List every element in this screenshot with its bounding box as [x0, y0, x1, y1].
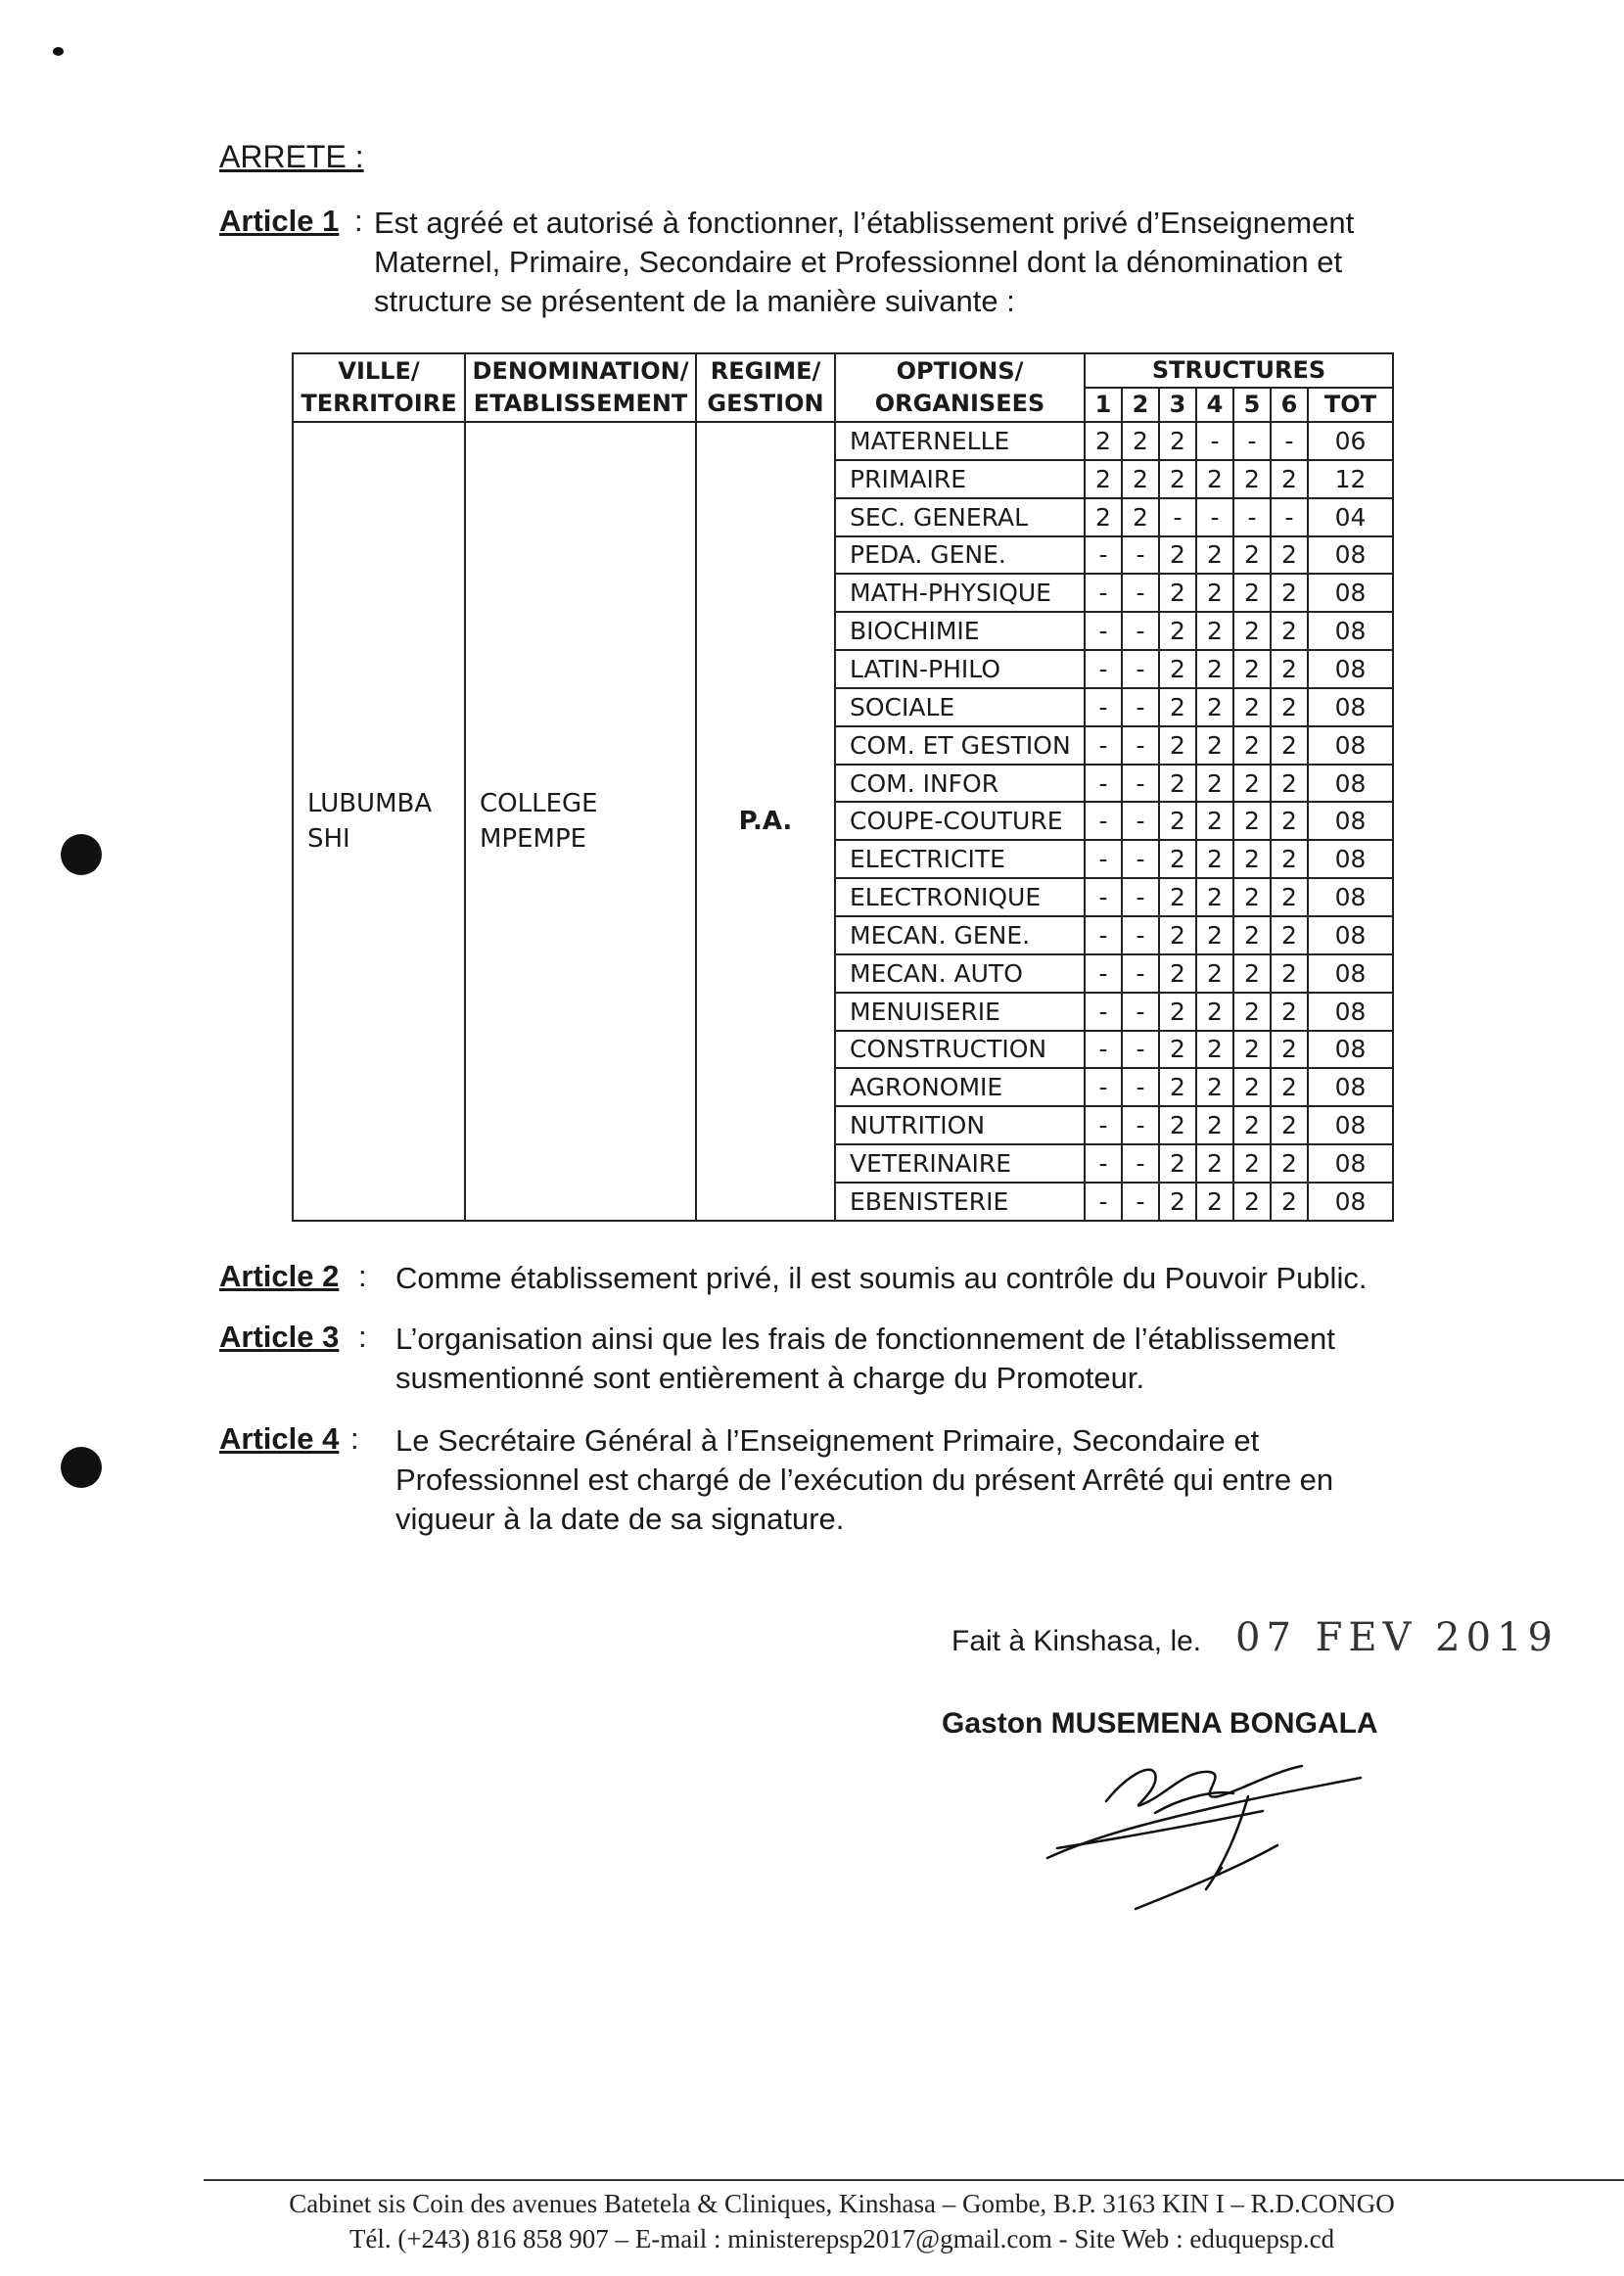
- structure-cell: 2: [1085, 460, 1122, 498]
- denomination-cell: [465, 422, 696, 1221]
- structure-cell: 2: [1196, 460, 1233, 498]
- structure-cell: 2: [1233, 1144, 1271, 1183]
- article-4-line: Professionnel est chargé de l’exécution du présent Arrêté qui entre en: [395, 1463, 1334, 1497]
- structure-cell: 2: [1196, 954, 1233, 993]
- header-col-1: 1: [1085, 388, 1122, 422]
- structure-cell: 2: [1271, 536, 1308, 575]
- option-cell: COUPE-COUTURE: [835, 802, 1085, 840]
- signatory-name: Gaston MUSEMENA BONGALA: [942, 1707, 1378, 1740]
- structure-cell: -: [1085, 878, 1122, 916]
- structure-cell: -: [1271, 422, 1308, 460]
- header-denomination: DENOMINATION/ ETABLISSEMENT: [465, 353, 696, 422]
- structure-cell: 2: [1159, 1106, 1196, 1144]
- structure-cell: -: [1122, 878, 1159, 916]
- structure-cell: 2: [1233, 878, 1271, 916]
- structure-cell: 2: [1233, 460, 1271, 498]
- structure-cell: 2: [1159, 460, 1196, 498]
- regime-cell: P.A.: [696, 422, 835, 1221]
- structure-cell: 2: [1159, 765, 1196, 803]
- total-cell: 06: [1308, 422, 1393, 460]
- option-cell: MENUISERIE: [835, 993, 1085, 1031]
- header-col-4: 4: [1196, 388, 1233, 422]
- structure-cell: 2: [1271, 1144, 1308, 1183]
- structure-cell: 2: [1196, 612, 1233, 650]
- structure-cell: 2: [1271, 574, 1308, 612]
- structure-cell: -: [1085, 916, 1122, 954]
- structure-cell: 2: [1271, 1031, 1308, 1069]
- structure-cell: 2: [1159, 916, 1196, 954]
- structure-cell: -: [1085, 1183, 1122, 1221]
- article-1-label: Article 1: [219, 204, 340, 238]
- structure-cell: 2: [1159, 688, 1196, 726]
- structure-cell: -: [1085, 954, 1122, 993]
- total-cell: 08: [1308, 1068, 1393, 1106]
- ville-cell-line: LUBUMBA: [307, 789, 433, 818]
- structure-cell: 2: [1085, 498, 1122, 536]
- structure-cell: 2: [1271, 688, 1308, 726]
- structure-cell: -: [1122, 726, 1159, 765]
- structure-cell: 2: [1271, 726, 1308, 765]
- structure-cell: -: [1122, 1183, 1159, 1221]
- structure-cell: 2: [1196, 765, 1233, 803]
- total-cell: 08: [1308, 993, 1393, 1031]
- structure-cell: 2: [1233, 954, 1271, 993]
- option-cell: CONSTRUCTION: [835, 1031, 1085, 1069]
- header-col-tot: TOT: [1308, 388, 1393, 422]
- header-col-3: 3: [1159, 388, 1196, 422]
- structure-cell: 2: [1233, 1183, 1271, 1221]
- structure-cell: 2: [1233, 688, 1271, 726]
- structure-cell: 2: [1196, 802, 1233, 840]
- option-cell: COM. INFOR: [835, 765, 1085, 803]
- structure-cell: 2: [1233, 1106, 1271, 1144]
- table-row: [293, 422, 1393, 460]
- option-cell: MATH-PHYSIQUE: [835, 574, 1085, 612]
- article-4-label: Article 4: [219, 1421, 340, 1456]
- structure-cell: 2: [1196, 1068, 1233, 1106]
- structure-cell: -: [1122, 993, 1159, 1031]
- structure-cell: 2: [1271, 1106, 1308, 1144]
- denomination-cell-line: COLLEGE: [480, 789, 598, 818]
- structure-cell: -: [1122, 765, 1159, 803]
- structure-cell: 2: [1196, 1183, 1233, 1221]
- structure-cell: 2: [1196, 1144, 1233, 1183]
- option-cell: EBENISTERIE: [835, 1183, 1085, 1221]
- structure-cell: 2: [1159, 802, 1196, 840]
- article-1-text: [374, 204, 1462, 321]
- option-cell: MECAN. GENE.: [835, 916, 1085, 954]
- option-cell: VETERINAIRE: [835, 1144, 1085, 1183]
- structure-cell: 2: [1159, 422, 1196, 460]
- structure-cell: 2: [1271, 612, 1308, 650]
- structure-cell: -: [1122, 916, 1159, 954]
- article-1-line: structure se présentent de la manière suivante :: [374, 284, 1015, 318]
- structure-cell: 2: [1196, 878, 1233, 916]
- header-ville: VILLE/ TERRITOIRE: [293, 353, 465, 422]
- article-2-separator: :: [358, 1259, 367, 1293]
- structure-cell: 2: [1271, 802, 1308, 840]
- structure-cell: -: [1122, 840, 1159, 878]
- structure-cell: 2: [1159, 1068, 1196, 1106]
- structure-cell: -: [1233, 498, 1271, 536]
- article-3-separator: :: [358, 1320, 367, 1354]
- structure-cell: 2: [1159, 726, 1196, 765]
- article-4-separator: :: [350, 1421, 359, 1456]
- structure-cell: 2: [1122, 460, 1159, 498]
- structure-cell: 2: [1196, 993, 1233, 1031]
- total-cell: 08: [1308, 1183, 1393, 1221]
- structure-cell: 2: [1271, 1183, 1308, 1221]
- total-cell: 08: [1308, 802, 1393, 840]
- header-col-5: 5: [1233, 388, 1271, 422]
- structure-cell: -: [1085, 765, 1122, 803]
- structure-cell: 2: [1122, 498, 1159, 536]
- structure-cell: 2: [1085, 422, 1122, 460]
- structure-cell: -: [1085, 688, 1122, 726]
- structure-cell: -: [1085, 574, 1122, 612]
- structure-cell: -: [1122, 650, 1159, 688]
- structure-cell: -: [1271, 498, 1308, 536]
- article-1-line: Est agréé et autorisé à fonctionner, l’établissement privé d’Enseignement: [374, 206, 1355, 240]
- article-4-line: Le Secrétaire Général à l’Enseignement Primaire, Secondaire et: [395, 1423, 1260, 1458]
- structure-cell: 2: [1159, 878, 1196, 916]
- article-1-line: Maternel, Primaire, Secondaire et Professionnel dont la dénomination et: [374, 245, 1343, 279]
- article-3-label: Article 3: [219, 1320, 340, 1354]
- total-cell: 08: [1308, 726, 1393, 765]
- structure-cell: -: [1122, 1068, 1159, 1106]
- structure-cell: 2: [1271, 765, 1308, 803]
- denomination-cell-line: MPEMPE: [480, 824, 587, 854]
- header-col-2: 2: [1122, 388, 1159, 422]
- structure-cell: -: [1196, 498, 1233, 536]
- structure-cell: -: [1085, 802, 1122, 840]
- structure-cell: -: [1122, 536, 1159, 575]
- structure-cell: 2: [1233, 765, 1271, 803]
- structure-cell: 2: [1159, 612, 1196, 650]
- structure-cell: -: [1122, 612, 1159, 650]
- structure-cell: 2: [1196, 840, 1233, 878]
- structure-cell: 2: [1233, 993, 1271, 1031]
- structure-cell: 2: [1271, 840, 1308, 878]
- structure-cell: 2: [1233, 916, 1271, 954]
- total-cell: 08: [1308, 840, 1393, 878]
- structure-cell: 2: [1159, 954, 1196, 993]
- structure-cell: -: [1085, 993, 1122, 1031]
- decree-heading: ARRETE :: [219, 139, 364, 174]
- article-3-line: susmentionné sont entièrement à charge du Promoteur.: [395, 1361, 1145, 1395]
- structure-cell: 2: [1196, 1031, 1233, 1069]
- structure-cell: -: [1085, 1031, 1122, 1069]
- total-cell: 08: [1308, 878, 1393, 916]
- option-cell: SEC. GENERAL: [835, 498, 1085, 536]
- structure-cell: 2: [1159, 536, 1196, 575]
- structure-cell: 2: [1233, 726, 1271, 765]
- total-cell: 12: [1308, 460, 1393, 498]
- total-cell: 08: [1308, 916, 1393, 954]
- footer-rule: [204, 2179, 1624, 2181]
- structures-table: [292, 352, 1394, 1222]
- footer-contact: Tél. (+243) 816 858 907 – E-mail : ministerepsp2017@gmail.com - Site Web : eduquepsp.cd: [348, 2224, 1335, 2253]
- total-cell: 08: [1308, 765, 1393, 803]
- structure-cell: -: [1122, 1106, 1159, 1144]
- structure-cell: 2: [1233, 1068, 1271, 1106]
- structure-cell: 2: [1196, 574, 1233, 612]
- structure-cell: 2: [1159, 840, 1196, 878]
- structure-cell: -: [1085, 536, 1122, 575]
- ville-cell-line: SHI: [307, 824, 350, 854]
- structure-cell: 2: [1271, 1068, 1308, 1106]
- structure-cell: -: [1122, 1031, 1159, 1069]
- structure-cell: 2: [1271, 916, 1308, 954]
- structure-cell: 2: [1271, 878, 1308, 916]
- structure-cell: 2: [1196, 688, 1233, 726]
- option-cell: PEDA. GENE.: [835, 536, 1085, 575]
- structure-cell: 2: [1159, 1183, 1196, 1221]
- structure-cell: 2: [1271, 650, 1308, 688]
- total-cell: 08: [1308, 954, 1393, 993]
- structure-cell: -: [1233, 422, 1271, 460]
- total-cell: 08: [1308, 650, 1393, 688]
- option-cell: NUTRITION: [835, 1106, 1085, 1144]
- option-cell: PRIMAIRE: [835, 460, 1085, 498]
- structure-cell: 2: [1159, 1144, 1196, 1183]
- structure-cell: 2: [1233, 650, 1271, 688]
- structure-cell: 2: [1233, 1031, 1271, 1069]
- total-cell: 08: [1308, 536, 1393, 575]
- structure-cell: -: [1122, 802, 1159, 840]
- option-cell: ELECTRONIQUE: [835, 878, 1085, 916]
- structure-cell: -: [1085, 840, 1122, 878]
- handwritten-signature: [1038, 1742, 1370, 1919]
- structure-cell: 2: [1196, 650, 1233, 688]
- option-cell: AGRONOMIE: [835, 1068, 1085, 1106]
- structure-cell: -: [1085, 612, 1122, 650]
- total-cell: 08: [1308, 1106, 1393, 1144]
- structure-cell: 2: [1233, 536, 1271, 575]
- article-2-text: [395, 1259, 1462, 1298]
- total-cell: 08: [1308, 612, 1393, 650]
- structure-cell: -: [1122, 1144, 1159, 1183]
- structure-cell: -: [1085, 650, 1122, 688]
- article-3-text: [395, 1320, 1462, 1398]
- total-cell: 08: [1308, 1031, 1393, 1069]
- option-cell: MECAN. AUTO: [835, 954, 1085, 993]
- structure-cell: -: [1122, 688, 1159, 726]
- structure-cell: 2: [1159, 1031, 1196, 1069]
- total-cell: 08: [1308, 1144, 1393, 1183]
- option-cell: ELECTRICITE: [835, 840, 1085, 878]
- structure-cell: -: [1122, 574, 1159, 612]
- total-cell: 08: [1308, 574, 1393, 612]
- article-4-text: [395, 1421, 1462, 1539]
- structure-cell: 2: [1159, 574, 1196, 612]
- structure-cell: 2: [1271, 460, 1308, 498]
- structure-cell: 2: [1233, 840, 1271, 878]
- structure-cell: -: [1159, 498, 1196, 536]
- structure-cell: 2: [1196, 1106, 1233, 1144]
- structure-cell: 2: [1196, 916, 1233, 954]
- footer-address: Cabinet sis Coin des avenues Batetela & Cliniques, Kinshasa – Gombe, B.P. 3163 KIN I – R.D.CONGO: [289, 2189, 1395, 2218]
- structure-cell: 2: [1159, 650, 1196, 688]
- article-2-line: Comme établissement privé, il est soumis au contrôle du Pouvoir Public.: [395, 1261, 1368, 1295]
- structure-cell: -: [1085, 1068, 1122, 1106]
- structure-cell: 2: [1271, 954, 1308, 993]
- ville-cell: [293, 422, 465, 1221]
- structure-cell: 2: [1233, 802, 1271, 840]
- structure-cell: 2: [1122, 422, 1159, 460]
- header-col-6: 6: [1271, 388, 1308, 422]
- structure-cell: -: [1122, 954, 1159, 993]
- option-cell: COM. ET GESTION: [835, 726, 1085, 765]
- article-2-label: Article 2: [219, 1259, 340, 1293]
- structure-cell: 2: [1196, 726, 1233, 765]
- option-cell: SOCIALE: [835, 688, 1085, 726]
- structure-cell: 2: [1196, 536, 1233, 575]
- signature-place: Fait à Kinshasa, le.: [951, 1625, 1202, 1657]
- punch-hole-top: [61, 834, 102, 875]
- total-cell: 04: [1308, 498, 1393, 536]
- option-cell: LATIN-PHILO: [835, 650, 1085, 688]
- article-1-separator: :: [354, 204, 363, 238]
- structure-cell: -: [1196, 422, 1233, 460]
- article-3-line: L’organisation ainsi que les frais de fonctionnement de l’établissement: [395, 1322, 1335, 1356]
- option-cell: BIOCHIMIE: [835, 612, 1085, 650]
- structure-cell: -: [1085, 1106, 1122, 1144]
- structure-cell: 2: [1271, 993, 1308, 1031]
- structure-cell: 2: [1159, 993, 1196, 1031]
- option-cell: MATERNELLE: [835, 422, 1085, 460]
- header-structures: STRUCTURES: [1085, 353, 1393, 388]
- date-stamp: 07 FEV 2019: [1235, 1615, 1558, 1660]
- structure-cell: -: [1085, 1144, 1122, 1183]
- total-cell: 08: [1308, 688, 1393, 726]
- header-options: OPTIONS/ ORGANISEES: [835, 353, 1085, 422]
- structures-table-body: [293, 422, 1393, 1221]
- structure-cell: 2: [1233, 612, 1271, 650]
- structure-cell: -: [1085, 726, 1122, 765]
- article-4-line: vigueur à la date de sa signature.: [395, 1502, 845, 1536]
- punch-hole-bottom: [61, 1447, 102, 1488]
- scan-mark-top: [53, 47, 64, 56]
- header-regime: REGIME/ GESTION: [696, 353, 835, 422]
- structure-cell: 2: [1233, 574, 1271, 612]
